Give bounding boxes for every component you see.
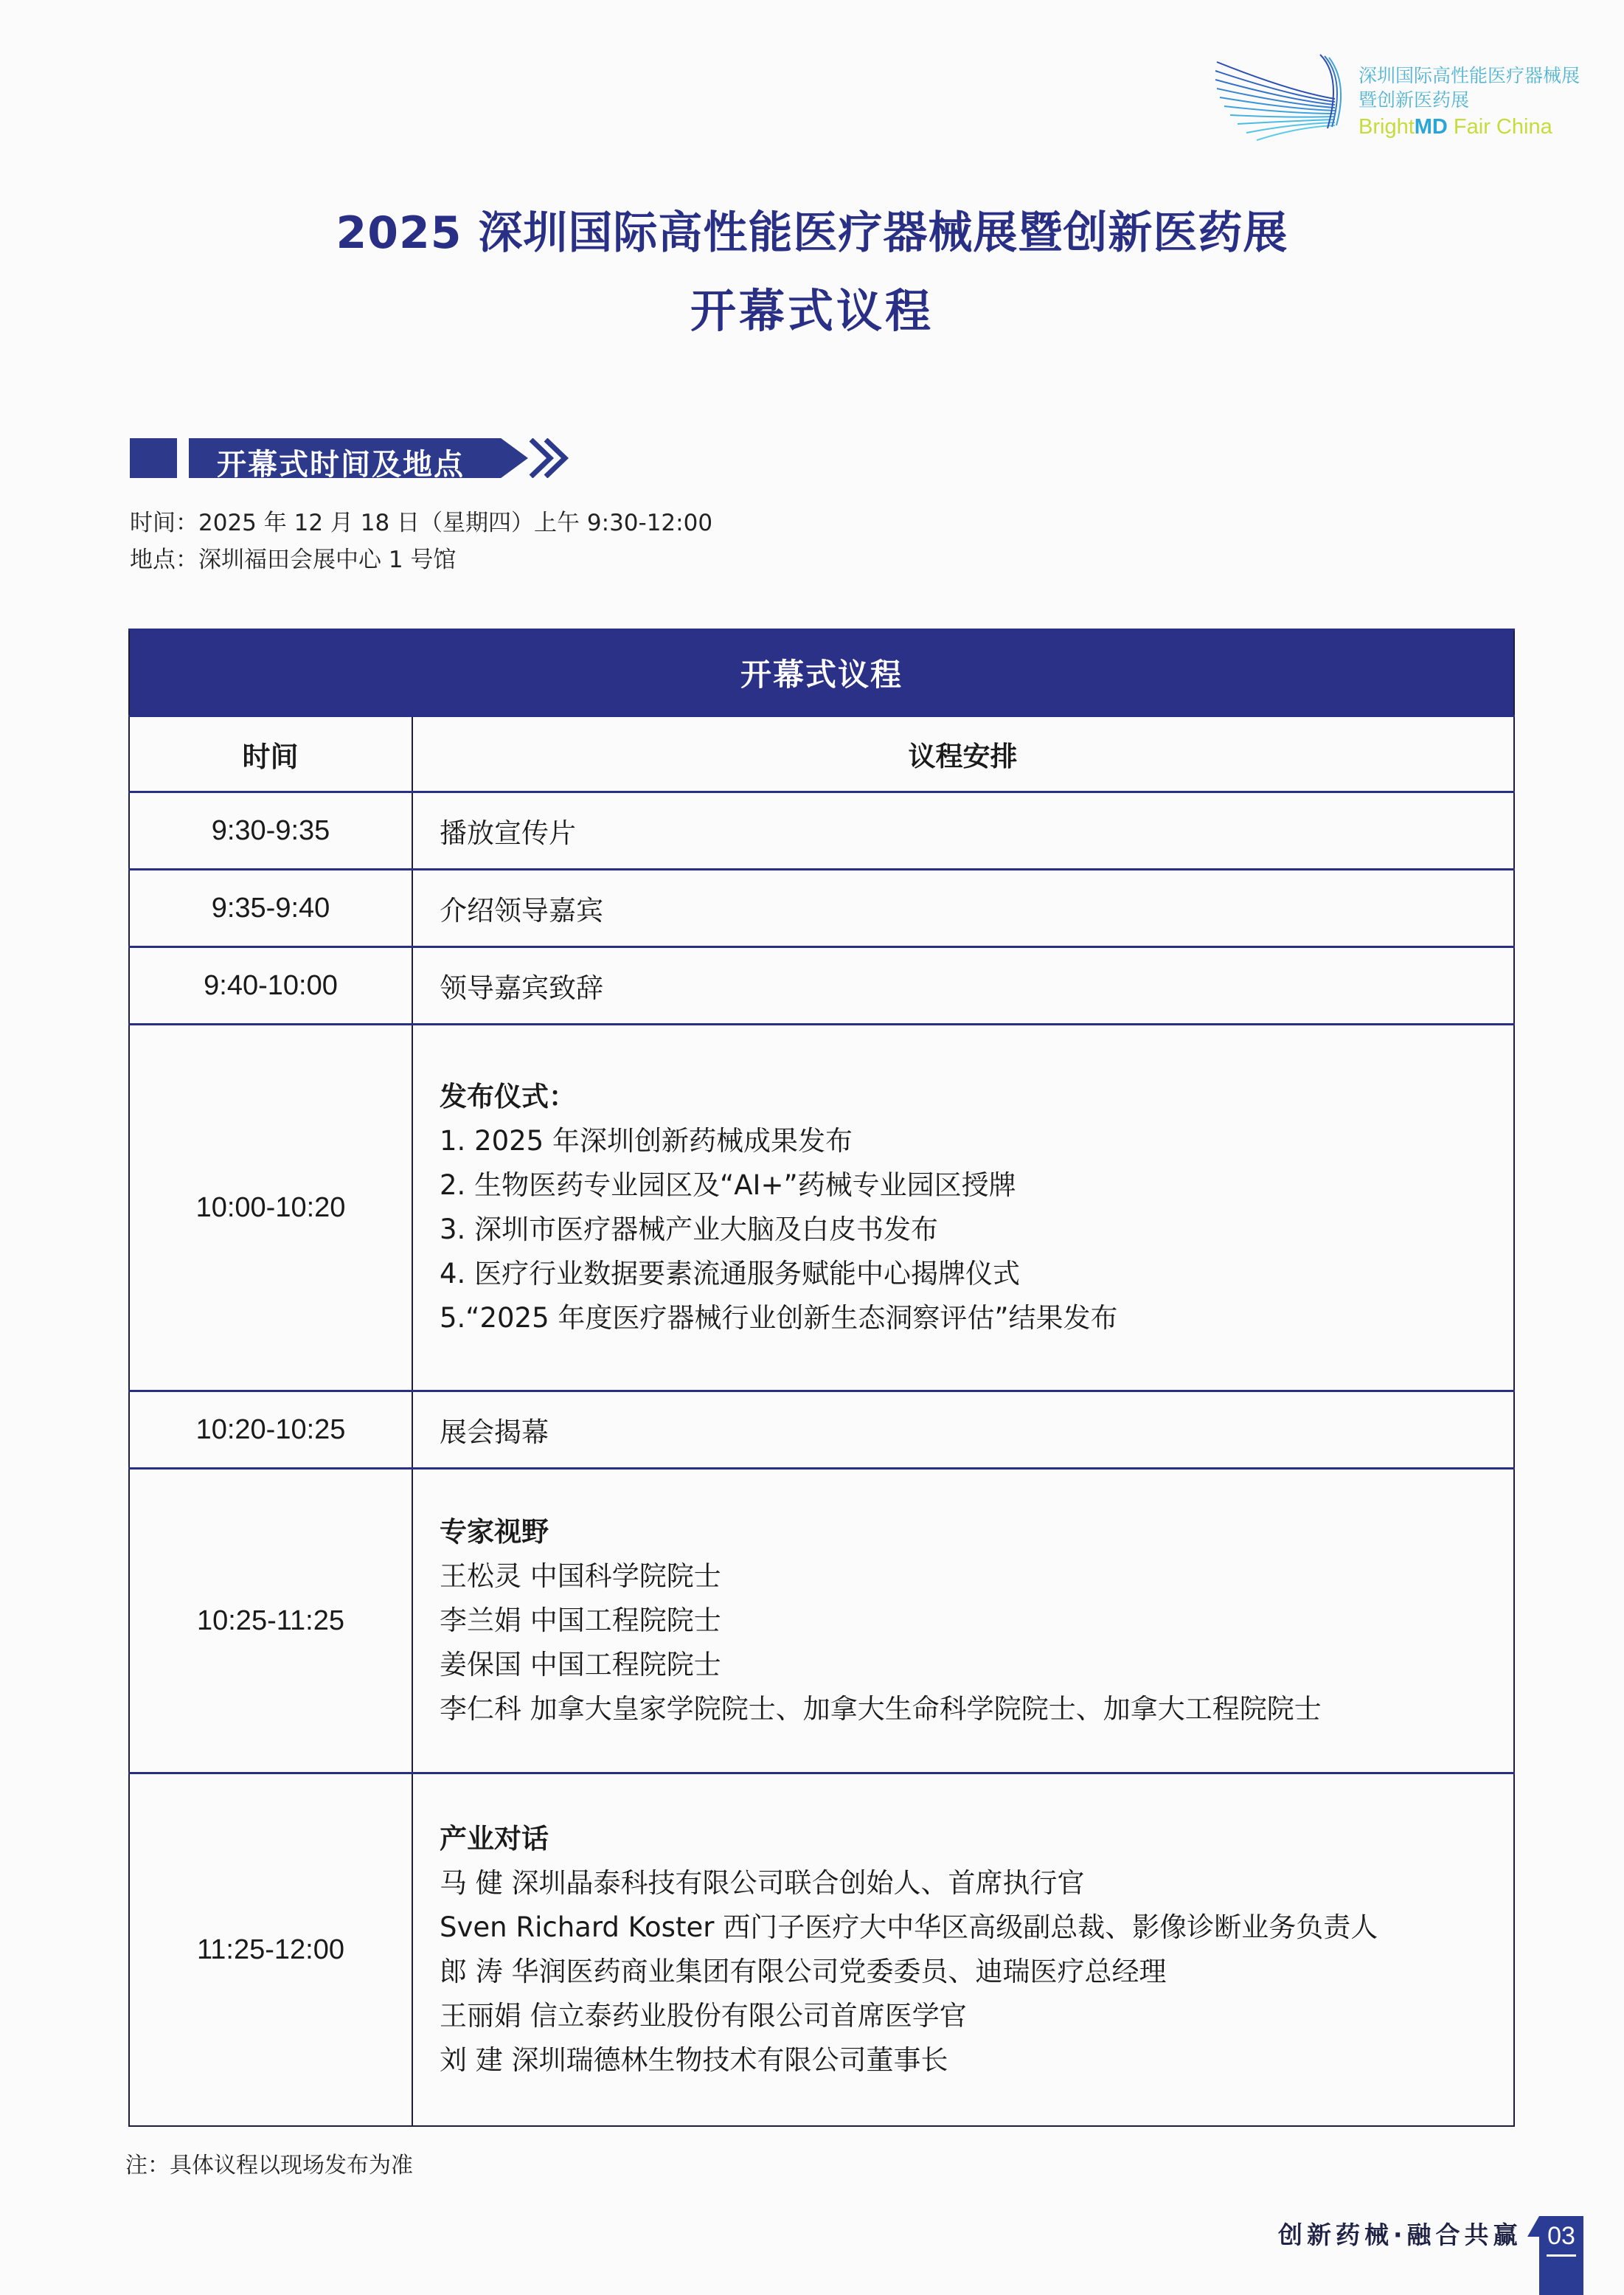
row-time: 9:30-9:35 (129, 792, 412, 870)
row-item-heading: 专家视野 (440, 1516, 549, 1548)
footer-slogan: 创新药械·融合共赢 (1278, 2220, 1522, 2249)
row-time: 9:35-9:40 (129, 870, 412, 947)
logo-en-bright: Bright (1358, 115, 1415, 139)
page-subtitle: 开幕式议程 (690, 284, 934, 338)
row-item-line: 郎 涛 华润医药商业集团有限公司党委委员、迪瑞医疗总经理 (440, 1956, 1167, 1987)
row-item-line: 刘 建 深圳瑞德林生物技术有限公司董事长 (440, 2044, 948, 2076)
logo-en-md: MD (1414, 115, 1448, 139)
footnote: 注：具体议程以现场发布为准 (125, 2153, 413, 2178)
row-item-line: 王松灵 中国科学院院士 (440, 1560, 721, 1592)
row-item-line: 马 健 深圳晶泰科技有限公司联合创始人、首席执行官 (440, 1867, 1085, 1899)
row-item: 介绍领导嘉宾 (412, 870, 1514, 947)
logo-en (1358, 112, 1580, 142)
page-number-rule (1547, 2254, 1576, 2257)
row-item: 领导嘉宾致辞 (412, 947, 1514, 1025)
row-item-line: 2. 生物医药专业园区及“AI+”药械专业园区授牌 (440, 1169, 1016, 1201)
row-item-line: 姜保国 中国工程院院士 (440, 1649, 721, 1680)
row-item-line: 5.“2025 年度医疗器械行业创新生态洞察评估”结果发布 (440, 1302, 1118, 1334)
place-value: 深圳福田会展中心 1 号馆 (198, 547, 457, 573)
logo-cn-line2: 暨创新医药展 (1358, 89, 1470, 111)
fan-wing-icon (1202, 47, 1350, 158)
row-item-line: 王丽娟 信立泰药业股份有限公司首席医学官 (440, 2000, 967, 2032)
page-number-tab (1539, 2216, 1583, 2295)
column-header-item: 议程安排 (412, 716, 1514, 792)
row-item (412, 1773, 1514, 2127)
row-item-line: 李仁科 加拿大皇家学院院士、加拿大生命科学院院士、加拿大工程院院士 (440, 1693, 1322, 1725)
page-number: 03 (1547, 2222, 1575, 2250)
row-item-line: 1. 2025 年深圳创新药械成果发布 (440, 1125, 853, 1157)
row-item: 播放宣传片 (412, 792, 1514, 870)
agenda-band-title: 开幕式议程 (129, 630, 1514, 716)
table-header-row (129, 716, 1514, 792)
row-item-line: 李兰娟 中国工程院院士 (440, 1605, 721, 1636)
logo-cn-line1: 深圳国际高性能医疗器械展 (1358, 65, 1580, 86)
table-row (129, 870, 1514, 947)
row-item-heading: 产业对话 (440, 1823, 549, 1855)
section-title: 开幕式时间及地点 (217, 448, 465, 482)
place-label: 地点： (130, 547, 198, 573)
event-time (130, 504, 712, 537)
table-row (129, 1469, 1514, 1773)
row-time: 9:40-10:00 (129, 947, 412, 1025)
section-square-marker (130, 438, 177, 478)
row-time: 10:25-11:25 (129, 1469, 412, 1773)
table-row (129, 792, 1514, 870)
row-item (412, 1469, 1514, 1773)
time-value: 2025 年 12 月 18 日（星期四）上午 9:30-12:00 (198, 510, 713, 536)
row-item: 展会揭幕 (412, 1391, 1514, 1469)
row-item-heading: 发布仪式： (440, 1081, 576, 1112)
page-title: 2025 深圳国际高性能医疗器械展暨创新医药展 (336, 207, 1288, 259)
table-row (129, 1025, 1514, 1391)
column-header-time: 时间 (129, 716, 412, 792)
time-label: 时间： (130, 510, 198, 536)
row-item-line: 4. 医疗行业数据要素流通服务赋能中心揭牌仪式 (440, 1258, 1021, 1290)
row-time: 10:20-10:25 (129, 1391, 412, 1469)
row-time: 11:25-12:00 (129, 1773, 412, 2127)
agenda-table (128, 629, 1515, 2127)
double-chevron-right-icon (528, 438, 580, 478)
brightmd-logo (1202, 47, 1615, 158)
event-place (130, 541, 456, 574)
table-row (129, 1773, 1514, 2127)
table-row (129, 947, 1514, 1025)
row-item (412, 1025, 1514, 1391)
row-time: 10:00-10:20 (129, 1025, 412, 1391)
row-item-line: Sven Richard Koster 西门子医疗大中华区高级副总裁、影像诊断业务负责人 (440, 1911, 1378, 1943)
row-item-line: 3. 深圳市医疗器械产业大脑及白皮书发布 (440, 1214, 939, 1245)
logo-en-rest: Fair China (1447, 115, 1552, 139)
table-row (129, 1391, 1514, 1469)
